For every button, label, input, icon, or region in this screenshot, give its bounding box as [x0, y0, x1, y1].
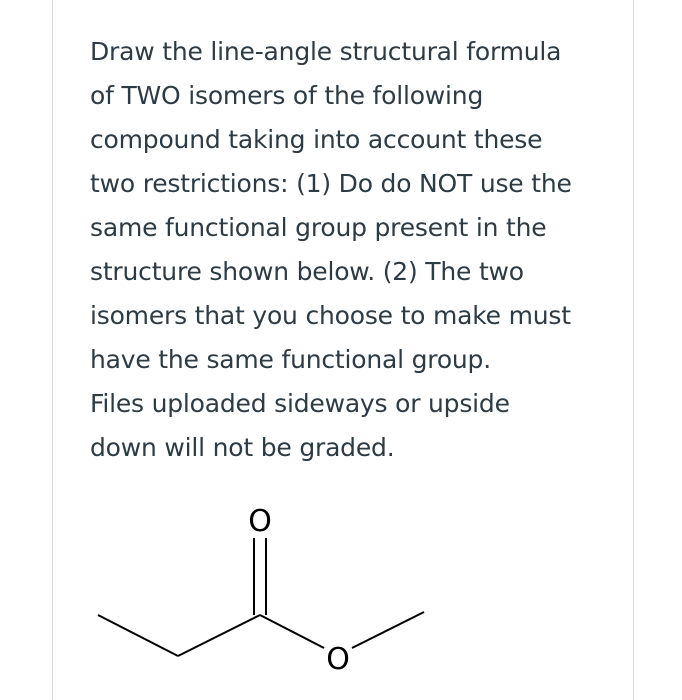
question-line-5: same functional group present in the: [90, 213, 547, 242]
question-line-6: structure shown below. (2) The two: [90, 257, 524, 286]
question-line-10: down will not be graded.: [90, 433, 395, 462]
question-line-9: Files uploaded sideways or upside: [90, 389, 510, 418]
question-line-2: of TWO isomers of the following: [90, 81, 484, 110]
carbonyl-oxygen-label: O: [248, 504, 272, 539]
question-text: [90, 30, 620, 470]
question-line-8: have the same functional group.: [90, 345, 491, 374]
question-line-1: Draw the line-angle structural formula: [90, 37, 562, 66]
ester-oxygen-label: O: [326, 642, 350, 677]
question-line-4: two restrictions: (1) Do do NOT use the: [90, 169, 572, 198]
question-line-7: isomers that you choose to make must: [90, 301, 571, 330]
question-line-3: compound taking into account these: [90, 125, 543, 154]
